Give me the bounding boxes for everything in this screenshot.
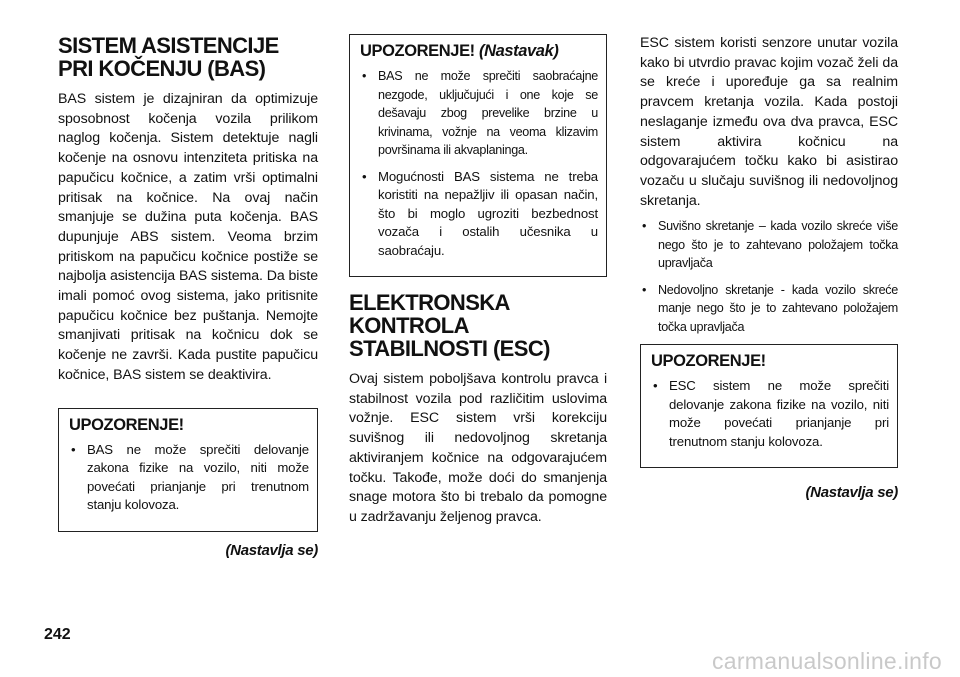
list-item-text: Suvišno skretanje – kada vozilo skreće više nego što je to zahtevano položajem točka upravljača xyxy=(658,219,898,271)
warning-list xyxy=(360,67,598,260)
list-item-text: BAS ne može sprečiti delovanje zakona fizike na vozilo, niti može povećati prianjanje pri trenutnom stanju kolovoza. xyxy=(87,441,309,513)
list-item-text: ESC sistem ne može sprečiti delovanje zakona fizike na vozilo, niti može povećati prianjanje pri trenutnom stanju kolovoza. xyxy=(669,378,889,449)
warning-box xyxy=(640,344,898,468)
list-item xyxy=(640,217,898,273)
warning-title-continued: (Nastavak) xyxy=(478,42,559,60)
continued-note: (Nastavlja se) xyxy=(225,541,318,559)
column-2 xyxy=(349,34,607,528)
list-item-text: Nedovoljno skretanje - kada vozilo skreće manje nego što je to zahtevano položajem točka upravljača xyxy=(658,282,898,334)
warning-title xyxy=(360,41,598,61)
bullet-icon: • xyxy=(642,282,647,297)
page-number: 242 xyxy=(44,626,71,643)
esc-sensor-description: ESC sistem koristi senzore unutar vozila kako bi utvrdio pravac kojim vozač želi da se kreće i upoređuje ga sa realnim pravcem kretanja vozila. Kada postoji neslaganje između ova dva pravca, ESC sistem aktivira kočnicu na odgovarajućem točku kako bi asistirao vozaču u slučaju suvišnog ili nedovoljnog skretanja. xyxy=(640,35,898,209)
list-item xyxy=(360,168,598,261)
section-heading-bas: SISTEM ASISTENCIJE PRI KOČENJU (BAS) xyxy=(58,33,279,81)
bullet-icon: • xyxy=(653,378,658,394)
bullet-icon: • xyxy=(362,69,367,83)
warning-box-continued xyxy=(349,34,607,277)
column-3 xyxy=(640,34,898,501)
esc-description: Ovaj sistem poboljšava kontrolu pravca i stabilnost vozila pod različitim uslovima vožnje. ESC sistem vrši korekciju suvišnog ili nedovoljnog skretanja aktiviranjem kočnice na odgovarajućem točku. Takođe, može doći do smanjenja snage motora što bi trebalo da pomogne u zadržavanju željenog pravca. xyxy=(349,371,607,525)
warning-title-text: UPOZORENJE! xyxy=(360,42,475,60)
warning-list xyxy=(651,377,889,451)
section-heading-esc: ELEKTRONSKA KONTROLA STABILNOSTI (ESC) xyxy=(349,290,550,361)
warning-title: UPOZORENJE! xyxy=(651,352,766,371)
warning-list xyxy=(69,441,309,515)
list-item-text: BAS ne može sprečiti saobraćajne nezgode, uključujući i one koje se dešavaju zbog prevelike brzine u krivinama, vožnje na veoma klizavim površinama ili akvaplaninga. xyxy=(378,69,598,157)
list-item xyxy=(651,377,889,451)
steering-list xyxy=(640,217,898,336)
bas-description: BAS sistem je dizajniran da optimizuje sposobnost kočenja vozila prilikom naglog kočenja. Sistem detektuje nagli kočenje na osnovu intenziteta pritiska na papučicu kočnice, a zatim vrši optimalni pritisak na kočnice. Na ovaj način smanjuje se dužina puta kočenja. BAS dupunjuje ABS sistem. Veoma brzim pritiskom na papučicu kočnice postiže se najbolja asistencija BAS sistema. Da biste imali pomoć ovog sistema, jako pritisnite papučicu kočnice bez puštanja. Nemojte smanjivati pritisak na kočnicu dok se kočenje ne završi. Kada pustite papučicu kočnice, BAS sistem se deaktivira. xyxy=(58,91,318,383)
list-item-text: Mogućnosti BAS sistema ne treba koristiti na nepažljiv ili opasan način, što bi moglo ugroziti bezbednost vozača i ostalih učesnika u saobraćaju. xyxy=(378,168,598,258)
continued-note: (Nastavlja se) xyxy=(805,484,898,502)
list-item xyxy=(360,67,598,160)
bullet-icon: • xyxy=(362,168,367,184)
list-item xyxy=(69,441,309,515)
bullet-icon: • xyxy=(71,441,76,457)
warning-title: UPOZORENJE! xyxy=(69,415,184,434)
bullet-icon: • xyxy=(642,219,647,234)
warning-box xyxy=(58,408,318,532)
watermark: carmanualsonline.info xyxy=(711,648,942,674)
column-1 xyxy=(58,34,318,559)
list-item xyxy=(640,281,898,337)
